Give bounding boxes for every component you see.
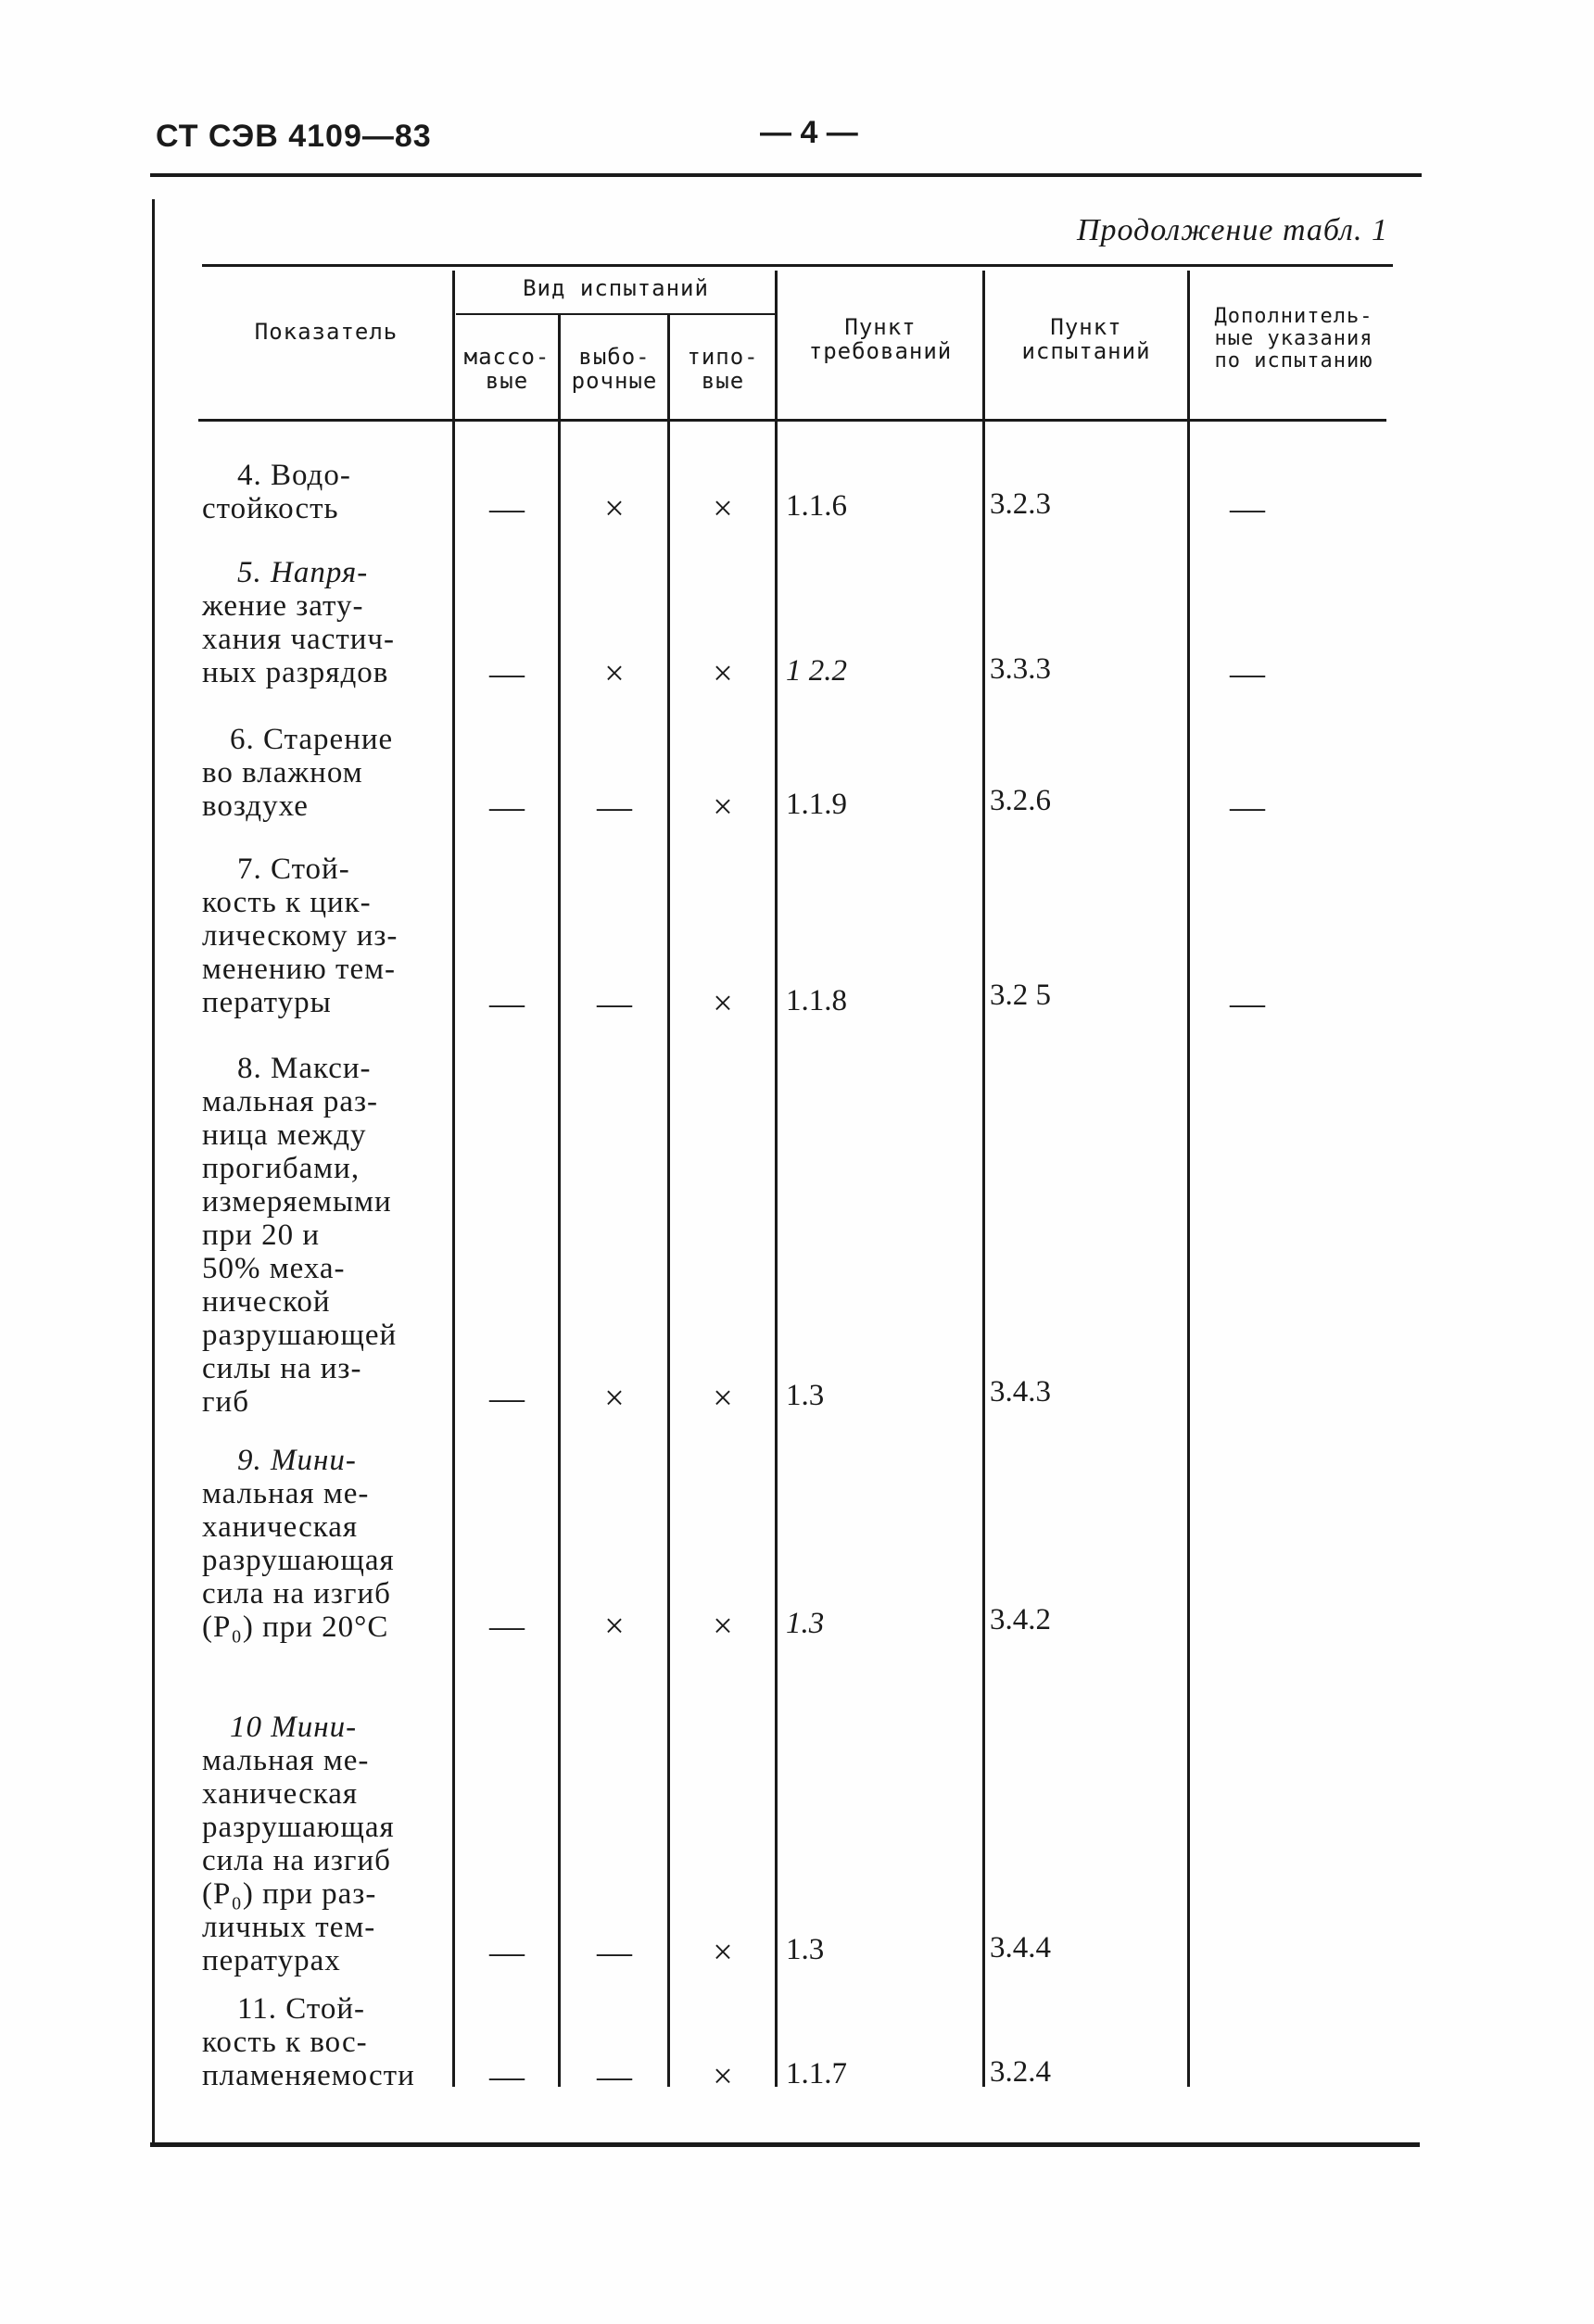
col-line-5 [982, 271, 985, 2087]
row-9-label: 9. Мини- мальная ме- ханическая разрушающая сила на изгиб (P₀) при 20°C [202, 1444, 395, 1644]
header-test-type: Вид испытаний [523, 275, 709, 301]
row-11-type: × [713, 2057, 733, 2096]
header-mass: массо- вые [463, 344, 550, 394]
row-7-test: 3.2 5 [990, 979, 1051, 1012]
col-line-1 [452, 271, 455, 2087]
test-type-underline [456, 313, 776, 315]
col-line-6 [1187, 271, 1190, 2087]
row-4-test: 3.2.3 [990, 487, 1051, 521]
row-10-test: 3.4.4 [990, 1931, 1051, 1964]
row-6-req: 1.1.9 [786, 788, 847, 821]
row-7-sample: — [597, 984, 632, 1023]
row-8-test: 3.4.3 [990, 1375, 1051, 1408]
row-7-type: × [713, 984, 733, 1023]
row-8-req: 1.3 [786, 1379, 825, 1412]
row-11-req: 1.1.7 [786, 2057, 847, 2090]
row-10-label: 10 Мини- мальная ме- ханическая разрушающая сила на изгиб (P₀) при раз- личных тем- пературах [202, 1711, 395, 1977]
row-5-req: 1 2.2 [786, 654, 847, 688]
row-7-req: 1.1.8 [786, 984, 847, 1017]
header-sample: выбо- рочные [571, 344, 658, 394]
row-4-type: × [713, 489, 733, 528]
row-5-test: 3.3.3 [990, 652, 1051, 686]
row-11-label: 11. Стой- кость к вос- пламеняемости [202, 1992, 415, 2092]
row-6-label: 6. Старение во влажном воздухе [202, 723, 394, 823]
header-indicator: Показатель [254, 319, 398, 345]
row-6-test: 3.2.6 [990, 784, 1051, 817]
row-8-type: × [713, 1379, 733, 1418]
row-7-label: 7. Стой- кость к цик- лическому из- менению тем- пературы [202, 853, 398, 1019]
row-5-extra: — [1230, 654, 1265, 693]
bottom-rule [150, 2142, 1420, 2147]
row-11-test: 3.2.4 [990, 2055, 1051, 2089]
row-8-sample: × [604, 1379, 625, 1418]
row-9-sample: × [604, 1607, 625, 1646]
row-10-req: 1.3 [786, 1933, 825, 1966]
row-9-type: × [713, 1607, 733, 1646]
row-8-label: 8. Макси- мальная раз- ница между прогибами, измеряемыми при 20 и 50% меха- нической разрушающей силы на из- гиб [202, 1052, 398, 1419]
row-7-mass: — [489, 984, 525, 1023]
row-8-mass: — [489, 1379, 525, 1418]
col-line-4 [775, 271, 778, 2087]
table-header-bottom-rule [198, 419, 1386, 422]
row-5-label: 5. Напря- жение зату- хания частич- ных разрядов [202, 556, 396, 689]
row-5-sample: × [604, 654, 625, 693]
table-continuation-caption: Продолжение табл. 1 [1076, 213, 1388, 247]
row-5-mass: — [489, 654, 525, 693]
row-7-extra: — [1230, 984, 1265, 1023]
header-type: типо- вые [687, 344, 759, 394]
row-9-req: 1.3 [786, 1607, 825, 1640]
standard-code: СТ СЭВ 4109—83 [156, 119, 432, 154]
header-req-clause: Пункт требований [808, 314, 953, 364]
row-9-mass: — [489, 1607, 525, 1646]
page-number: — 4 — [760, 115, 858, 150]
row-6-sample: — [597, 788, 632, 827]
row-4-sample: × [604, 489, 625, 528]
row-6-type: × [713, 788, 733, 827]
col-line-2 [558, 315, 561, 2087]
row-10-type: × [713, 1933, 733, 1972]
table-header-top-rule [202, 264, 1393, 267]
row-6-extra: — [1230, 788, 1265, 827]
row-4-label: 4. Водо- стойкость [202, 459, 351, 525]
row-11-mass: — [489, 2057, 525, 2096]
row-4-mass: — [489, 489, 525, 528]
row-10-mass: — [489, 1933, 525, 1972]
header-extra: Дополнитель- ные указания по испытанию [1214, 305, 1373, 373]
left-margin-line [152, 199, 155, 2143]
row-6-mass: — [489, 788, 525, 827]
row-5-type: × [713, 654, 733, 693]
row-4-req: 1.1.6 [786, 489, 847, 523]
row-4-extra: — [1230, 489, 1265, 528]
col-line-3 [667, 315, 670, 2087]
header-test-clause: Пункт испытаний [1021, 314, 1151, 364]
row-9-test: 3.4.2 [990, 1603, 1051, 1636]
row-11-sample: — [597, 2057, 632, 2096]
row-10-sample: — [597, 1933, 632, 1972]
top-rule [150, 173, 1422, 177]
